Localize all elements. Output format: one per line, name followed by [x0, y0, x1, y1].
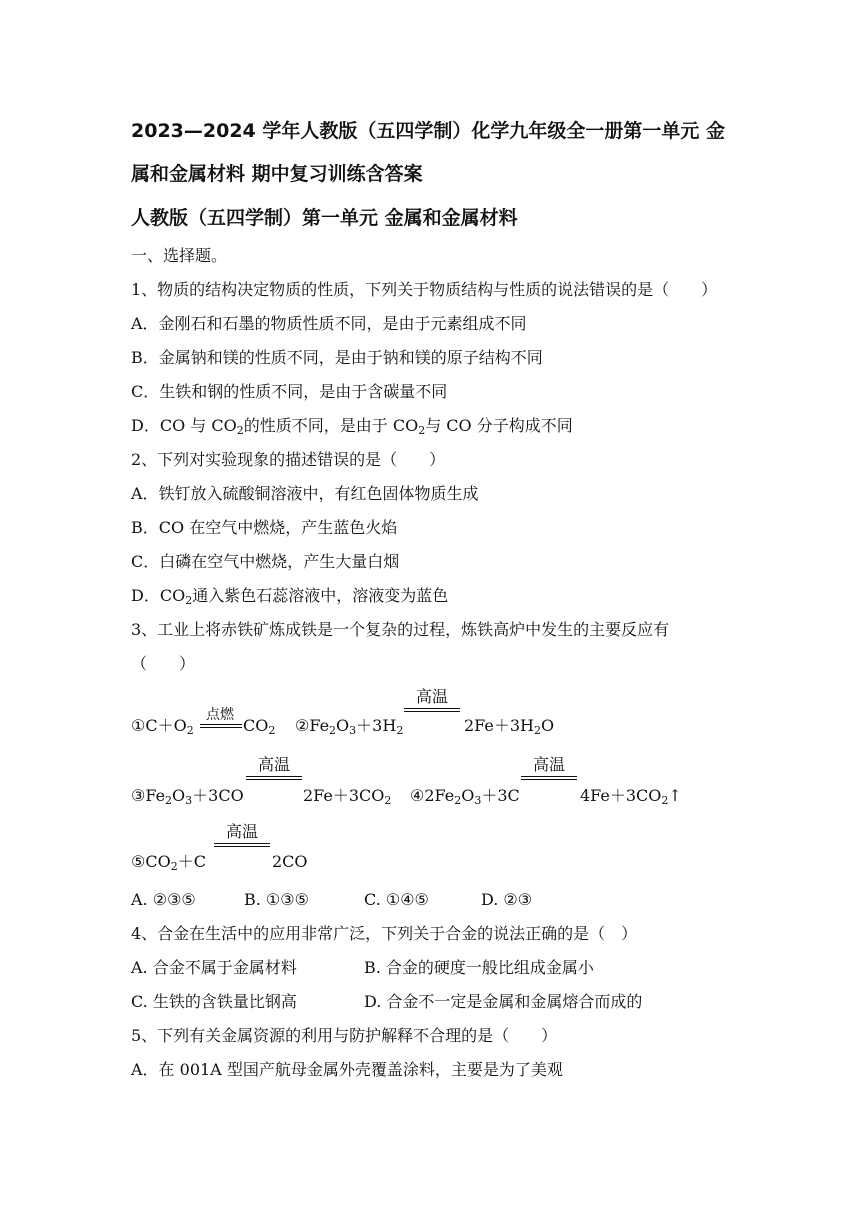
- reaction-5-equals-bottom: [214, 846, 270, 847]
- q5-option-a: A．在 001A 型国产航母金属外壳覆盖涂料，主要是为了美观: [131, 1060, 563, 1079]
- q3-option-d: D. ②③: [481, 890, 533, 909]
- q4-option-b: B. 合金的硬度一般比组成金属小: [364, 958, 594, 977]
- reaction-2-right: $2Fe+3H_2O$: [464, 716, 555, 737]
- condition-high-temp-4: 高温: [532, 755, 565, 774]
- condition-high-temp-3: 高温: [257, 755, 290, 774]
- reaction-3-right: $2Fe+3CO_2$: [303, 786, 392, 807]
- q1-stem: 1、物质的结构决定物质的性质，下列关于物质结构与性质的说法错误的是（ ）: [131, 280, 718, 299]
- reaction-5-right: 2CO: [272, 852, 308, 871]
- q4-stem: 4、合金在生活中的应用非常广泛，下列关于合金的说法正确的是（ ）: [131, 924, 638, 943]
- q2-option-b: B．CO 在空气中燃烧，产生蓝色火焰: [131, 518, 398, 537]
- reaction-4-right: $4Fe+3CO_2↑$: [580, 786, 682, 807]
- condition-high-temp-5: 高温: [225, 822, 258, 841]
- q2-option-a: A．铁钉放入硫酸铜溶液中，有红色固体物质生成: [131, 484, 479, 503]
- q1-option-c: C．生铁和钢的性质不同，是由于含碳量不同: [131, 382, 448, 401]
- reaction-5-equals-top: [214, 843, 270, 844]
- reaction-3-equals-top: [246, 776, 302, 777]
- reaction-4-equals-bottom: [521, 779, 577, 780]
- q4-option-a: A. 合金不属于金属材料: [131, 958, 297, 977]
- q3-option-a: A. ②③⑤: [131, 890, 196, 909]
- q2-stem: 2、下列对实验现象的描述错误的是（ ）: [131, 450, 446, 469]
- q1-option-a: A．金刚石和石墨的物质性质不同，是由于元素组成不同: [131, 314, 527, 333]
- reaction-4-left: $④2Fe_2O_3+3C$: [410, 786, 520, 807]
- condition-high-temp-2: 高温: [415, 687, 448, 706]
- reaction-2-left: $②Fe_2O_3+3H_2$: [295, 716, 404, 737]
- q1-option-b: B．金属钠和镁的性质不同，是由于钠和镁的原子结构不同: [131, 348, 543, 367]
- q3-stem-line-1: 3、工业上将赤铁矿炼成铁是一个复杂的过程，炼铁高炉中发生的主要反应有: [131, 620, 670, 639]
- reaction-2-equals-bottom: [404, 711, 460, 712]
- q3-option-b: B. ①③⑤: [244, 890, 309, 909]
- q5-stem: 5、下列有关金属资源的利用与防护解释不合理的是（ ）: [131, 1026, 558, 1045]
- reaction-2-equals-top: [404, 708, 460, 709]
- document-title-line-2: 属和金属材料 期中复习训练含答案: [131, 163, 423, 185]
- q4-option-c: C. 生铁的含铁量比钢高: [131, 992, 297, 1011]
- q4-option-d: D. 合金不一定是金属和金属熔合而成的: [364, 992, 643, 1011]
- document-title-line-1: 2023—2024 学年人教版（五四学制）化学九年级全一册第一单元 金: [131, 120, 725, 142]
- reaction-5-left: $⑤CO_2+C$: [131, 852, 206, 873]
- section-heading: 一、选择题。: [131, 246, 228, 265]
- q3-stem-line-2: （ ）: [131, 654, 196, 673]
- reaction-1-equals-top: [200, 724, 242, 725]
- reaction-1-equals-bottom: [200, 727, 242, 728]
- q3-option-c: C. ①④⑤: [364, 890, 429, 909]
- reaction-1-right: $CO_2$: [243, 716, 276, 737]
- condition-ignite: 点燃: [206, 707, 234, 723]
- q2-option-d: D．$CO_2$通入紫色石蕊溶液中，溶液变为蓝色: [131, 586, 449, 607]
- reaction-1-left: $①C+O_2$: [131, 716, 194, 737]
- reaction-4-equals-top: [521, 776, 577, 777]
- unit-heading: 人教版（五四学制）第一单元 金属和金属材料: [131, 207, 518, 229]
- q1-option-d: D．CO 与 $CO_2$的性质不同，是由于 $CO_2$与 CO 分子构成不同: [131, 416, 573, 437]
- reaction-3-equals-bottom: [246, 779, 302, 780]
- q2-option-c: C．白磷在空气中燃烧，产生大量白烟: [131, 552, 400, 571]
- reaction-3-left: $③Fe_2O_3+3CO$: [131, 786, 244, 807]
